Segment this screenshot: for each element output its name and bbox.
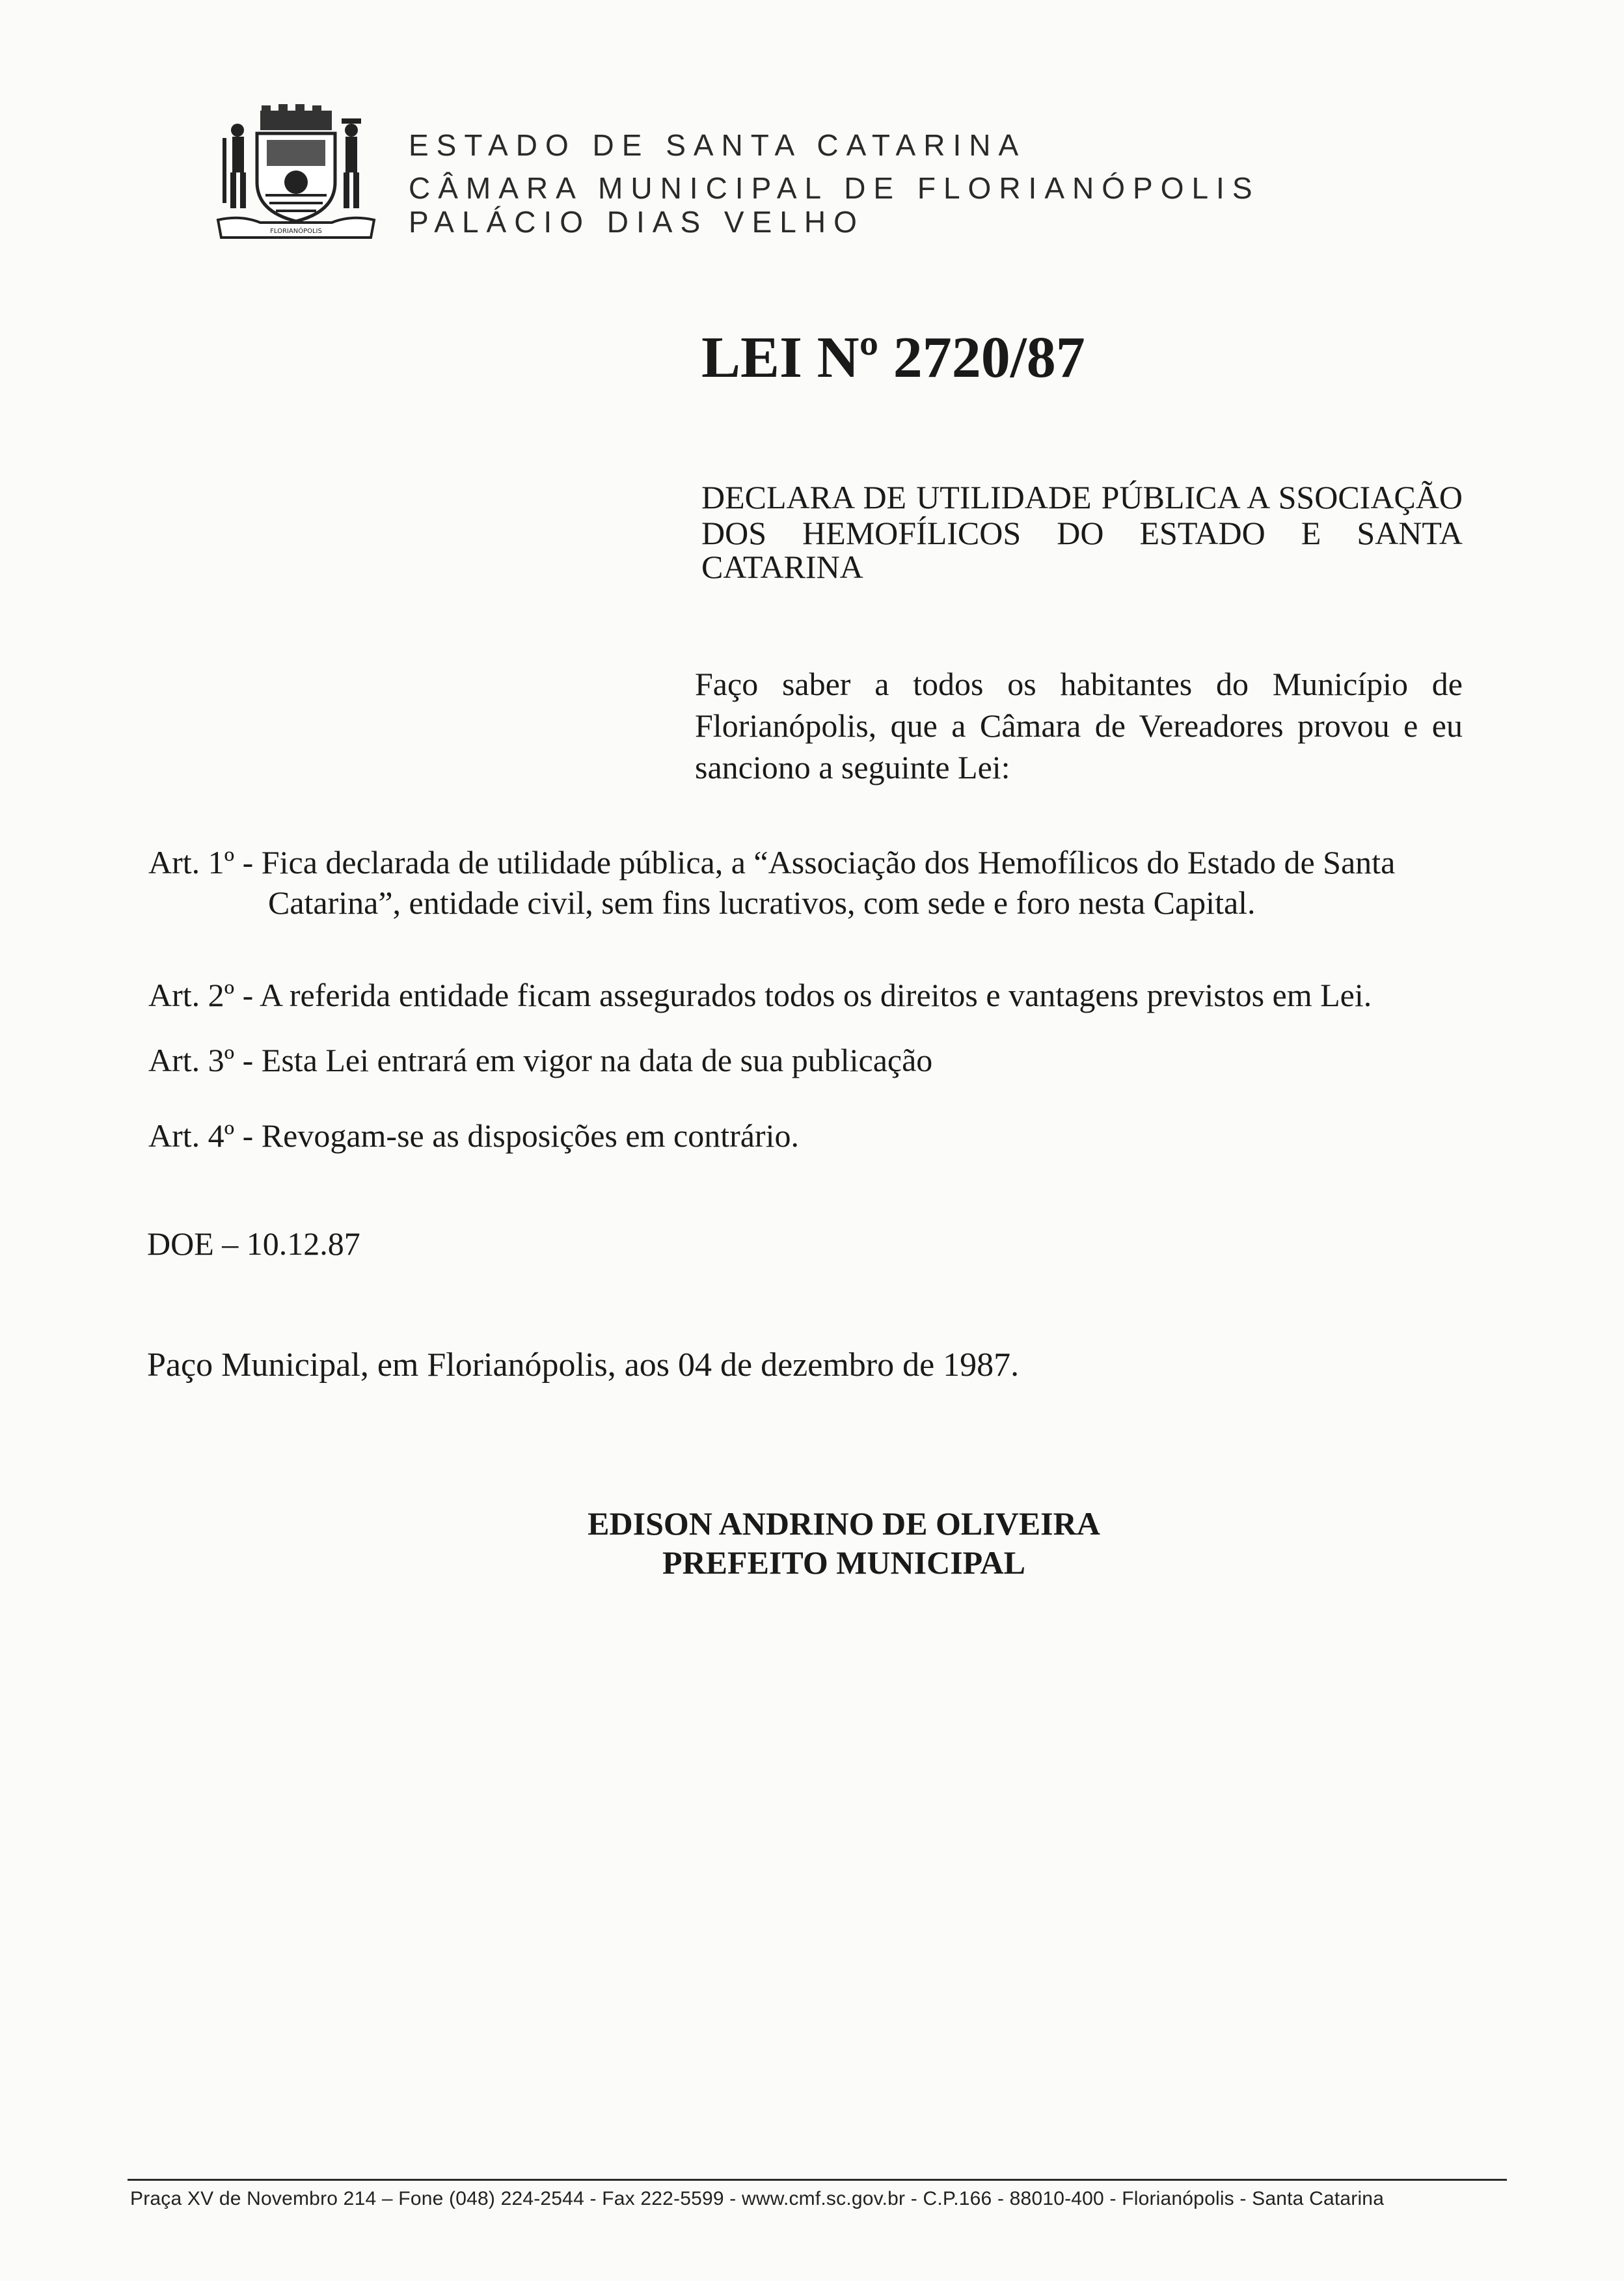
ementa-line: CATARINA [701,549,863,585]
letterhead-state: ESTADO DE SANTA CATARINA [409,128,1027,162]
article-4: Art. 4º - Revogam-se as disposições em contrário. [148,1117,799,1154]
ementa-line: DECLARA DE UTILIDADE PÚBLICA A SSOCIAÇÃO [701,479,1463,515]
signatory-name: EDISON ANDRINO DE OLIVEIRA [588,1505,1100,1542]
intro-line: Faço saber a todos os habitantes do Município de [695,666,1463,702]
signatory-title: PREFEITO MUNICIPAL [662,1544,1025,1581]
letterhead-chamber: CÂMARA MUNICIPAL DE FLORIANÓPOLIS [409,171,1260,205]
article-1-continuation: Catarina”, entidade civil, sem fins lucrativos, com sede e foro nesta Capital. [268,884,1256,921]
svg-text:FLORIANÓPOLIS: FLORIANÓPOLIS [270,228,322,235]
article-2: Art. 2º - A referida entidade ficam assegurados todos os direitos e vantagens previstos em Lei. [148,977,1372,1013]
coat-of-arms-icon [215,104,377,241]
article-3: Art. 3º - Esta Lei entrará em vigor na data de sua publicação [148,1042,933,1078]
article-1: Art. 1º - Fica declarada de utilidade pública, a “Associação dos Hemofílicos do Estado de Santa [148,844,1396,881]
law-title: LEI Nº 2720/87 [701,325,1085,390]
intro-line: Florianópolis, que a Câmara de Vereadores provou e eu [695,707,1463,744]
place-and-date: Paço Municipal, em Florianópolis, aos 04 de dezembro de 1987. [147,1346,1020,1384]
intro-line: sanciono a seguinte Lei: [695,749,1010,785]
footer-divider [128,2179,1507,2181]
doe-reference: DOE – 10.12.87 [147,1225,360,1262]
letterhead-palace: PALÁCIO DIAS VELHO [409,205,865,239]
footer-address: Praça XV de Novembro 214 – Fone (048) 224-2544 - Fax 222-5599 - www.cmf.sc.gov.br - C.P.166 - 88010-400 - Florianópolis - Santa Catarina [130,2188,1385,2209]
ementa-line: DOS HEMOFÍLICOS DO ESTADO E SANTA [701,515,1463,551]
